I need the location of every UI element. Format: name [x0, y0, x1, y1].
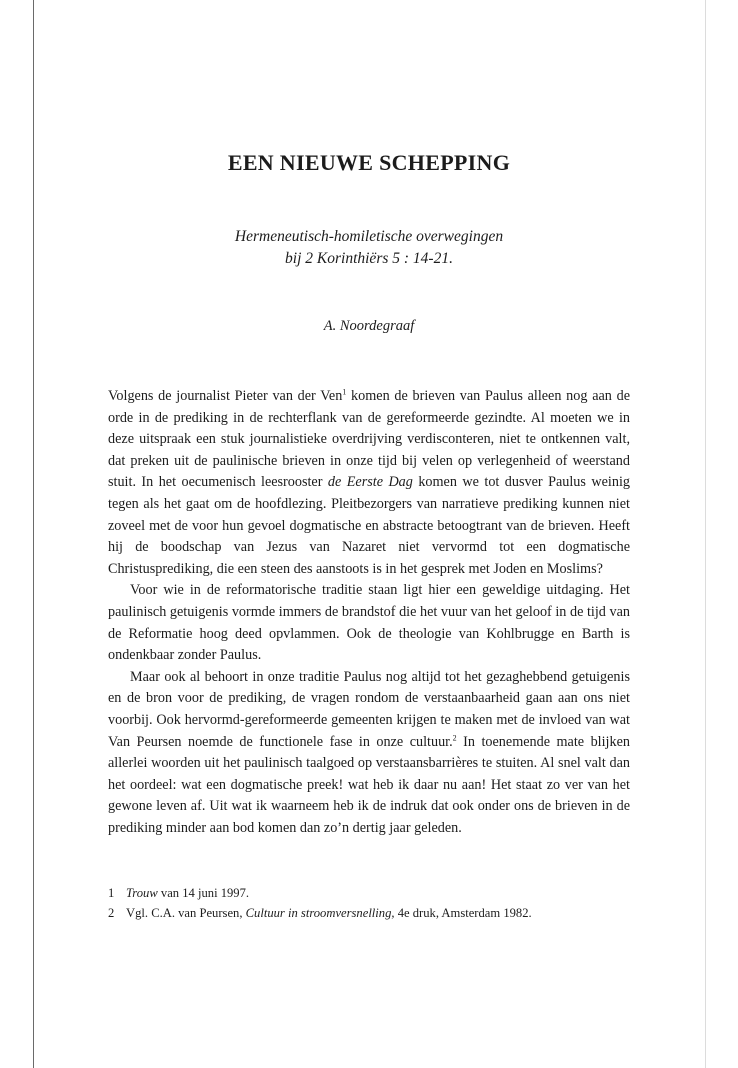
- paragraph-1-italic: de Eerste Dag: [327, 474, 413, 491]
- footnotes: [108, 883, 630, 923]
- footnote-2: [108, 903, 630, 923]
- footnote-ref-2: 2: [452, 732, 457, 742]
- footnote-rest: 4e druk, Amsterdam 1982.: [394, 906, 532, 920]
- subtitle-line-2: bij 2 Korinthiërs 5 : 14-21.: [285, 250, 453, 267]
- footnote-1: [108, 883, 630, 903]
- article-body: [108, 386, 630, 839]
- footnote-rest: van 14 juni 1997.: [157, 886, 250, 900]
- footnote-italic: Trouw: [126, 886, 158, 900]
- paragraph-3-text-a: Maar ook al behoort in onze traditie Paulus nog altijd tot het gezaghebbend getuigenis en de bron voor de prediking, de vragen rondom de verstaanbaarheid gaan aan ons niet voorbij. Ook hervormd-gereformeerde gemeenten krijgen te maken met de invloed van wat Van Peursen noemde de functionele fase in onze cultuur.: [108, 668, 630, 750]
- scan-page-edge-right: [705, 0, 706, 1068]
- paragraph-3-text-b: In toenemende mate blijken allerlei woorden uit het paulinisch taalgoed op verstaansbarrières te stuiten. Al snel valt dan het oordeel: wat een dogmatische preek! wat heb ik daar nu aan! Het staat zo ver van het gewone leven af. Uit wat ik waarneem heb ik de indruk dat ook onder ons de brieven in de prediking minder aan bod komen dan zo’n dertig jaar geleden.: [108, 733, 630, 836]
- scan-page-edge-left: [33, 0, 34, 1068]
- footnote-italic: Cultuur in stroomversnelling,: [245, 906, 395, 920]
- footnote-number: 1: [108, 886, 115, 900]
- article-subtitle: [108, 226, 630, 270]
- paragraph-2: Voor wie in de reformatorische traditie staan ligt hier een geweldige uitdaging. Het paulinisch getuigenis vormde immers de brandstof die het vuur van het geloof in de tijd van de Reformatie hoog deed opvlammen. Ook de theologie van Kohlbrugge en Barth is ondenkbaar zonder Paulus.: [108, 582, 630, 664]
- subtitle-line-1: Hermeneutisch-homiletische overwegingen: [234, 228, 504, 245]
- article-title: EEN NIEUWE SCHEPPING: [227, 150, 511, 175]
- footnote-text: [126, 883, 249, 903]
- footnote-text: [126, 903, 532, 923]
- author-name: A. Noordegraaf: [323, 318, 415, 334]
- footnote-number: 2: [108, 906, 115, 920]
- footnote-ref-1: 1: [342, 387, 347, 397]
- paragraph-3: [108, 667, 630, 840]
- paragraph-1-text-c: komen we tot dusver Paulus weinig tegen als het gaat om de hoofdlezing. Pleitbezorgers van narratieve prediking kunnen niet zoveel met de voor hun gevoel dogmatische en abstracte betoogtrant van de brieven. Heeft hij de boodschap van Jezus van Nazaret niet vervormd tot een dogmatische Christusprediking, die een steen des aanstoots is in het gesprek met Joden en Moslims?: [108, 474, 630, 577]
- paragraph-1-text-a: Volgens de journalist Pieter van der Ven: [108, 388, 343, 404]
- paragraph-1: [108, 386, 630, 580]
- footnote-pre: Vgl. C.A. van Peursen,: [126, 906, 246, 920]
- paragraph-1-text-b: komen de brieven van Paulus alleen nog aan de orde in de prediking in de rechterflank van de gereformeerde gezindte. Al moeten we in deze uitspraak een stuk journalistieke overdrijving verdisconteren, niet te ontkennen valt, dat preken uit de paulinische brieven in onze tijd bij velen op verlegenheid of weerstand stuit. In het oecumenisch leesrooster: [108, 388, 630, 491]
